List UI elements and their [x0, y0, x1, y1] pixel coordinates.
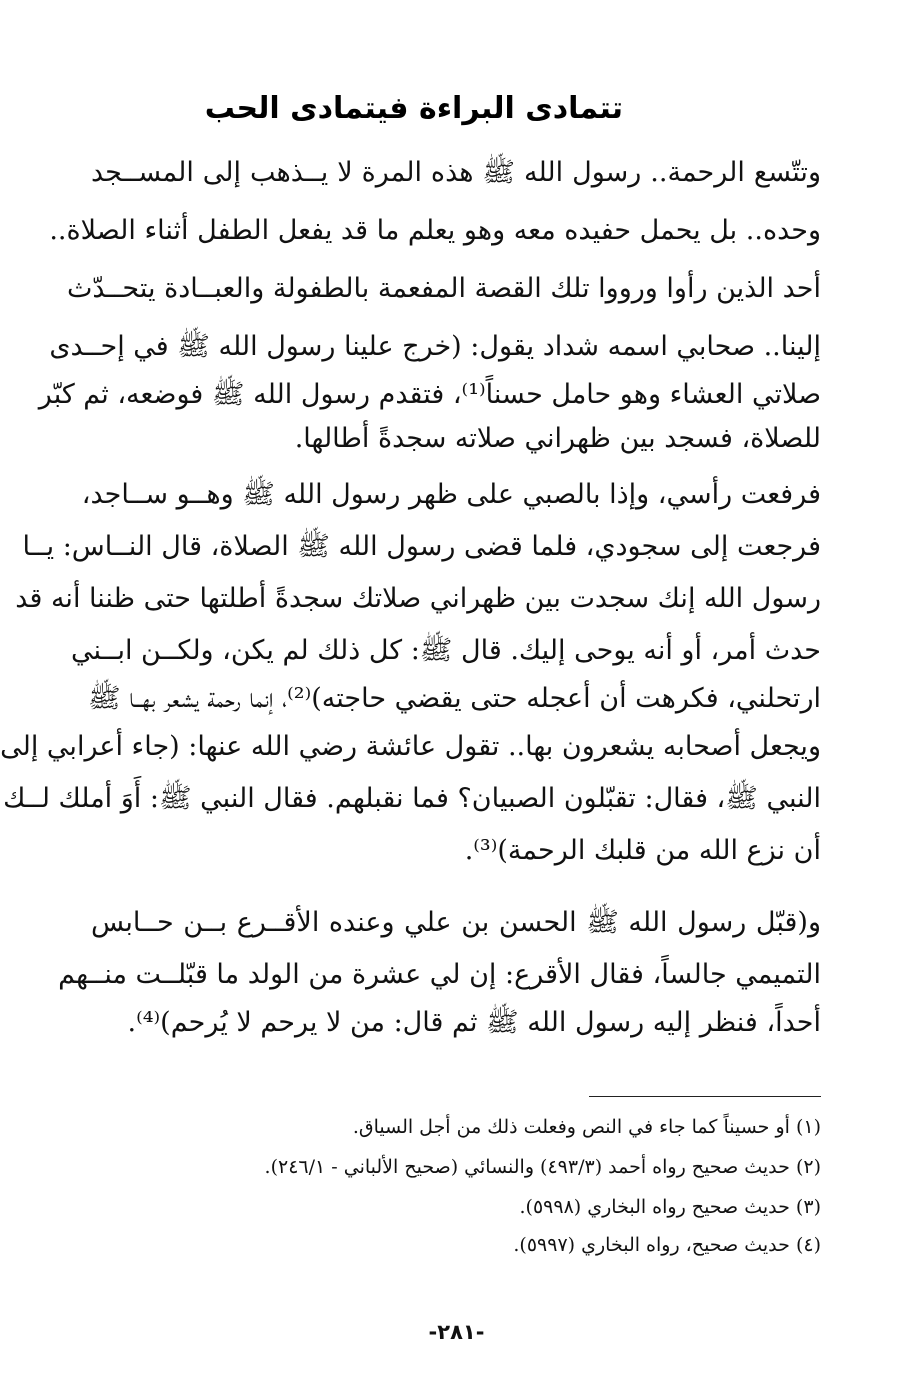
footnote: (٣) حديث صحيح رواه البخاري (٥٩٩٨). [519, 1196, 821, 1218]
text-line: التميمي جالساً، فقال الأقرع: إن لي عشرة من الولد ما قبّلــت منــهم [58, 959, 821, 990]
text-line: وحده.. بل يحمل حفيده معه وهو يعلم ما قد يفعل الطفل أثناء الصلاة.. [49, 215, 821, 246]
text-line: إلينا.. صحابي اسمه شداد يقول: (خرج علينا رسول الله ﷺ في إحــدى [49, 331, 821, 362]
text-line: أن نزع الله من قلبك الرحمة)⁽³⁾. [464, 835, 821, 866]
footnote: (١) أو حسيناً كما جاء في النص وفعلت ذلك من أجل السياق. [352, 1116, 821, 1138]
text-line: و(قبّل رسول الله ﷺ الحسن بن علي وعنده الأقــرع بــن حــابس [91, 907, 821, 938]
footnote: (٢) حديث صحيح رواه أحمد (٤٩٣/٣) والنسائي (صحيح الألباني - ٢٤٦/١). [264, 1156, 821, 1178]
text-line: رسول الله إنك سجدت بين ظهراني صلاتك سجدةً أطلتها حتى ظننا أنه قد [15, 583, 821, 614]
text-line: أحد الذين رأوا ورووا تلك القصة المفعمة بالطفولة والعبــادة يتحــدّث [67, 273, 821, 304]
text-line: فرفعت رأسي، وإذا بالصبي على ظهر رسول الله ﷺ وهــو ســاجد، [81, 479, 821, 510]
text-line: للصلاة، فسجد بين ظهراني صلاته سجدةً أطالها. [294, 423, 821, 454]
section-heading: تتمادى البراءة فيتمادى الحب [204, 91, 623, 126]
footnote: (٤) حديث صحيح، رواه البخاري (٥٩٩٧). [513, 1234, 821, 1256]
text-line: ويجعل أصحابه يشعرون بها.. تقول عائشة رضي الله عنها: (جاء أعرابي إلى [0, 731, 821, 762]
page-number: -٢٨١- [428, 1320, 485, 1344]
text-line: حدث أمر، أو أنه يوحى إليك. قال ﷺ: كل ذلك لم يكن، ولكــن ابــني [70, 635, 821, 666]
text-line: أحداً، فنظر إليه رسول الله ﷺ ثم قال: من لا يرحم لا يُرحم)⁽⁴⁾. [127, 1007, 821, 1038]
text-line: النبي ﷺ، فقال: تقبّلون الصبيان؟ فما نقبلهم. فقال النبي ﷺ: أَوَ أملك لــك [3, 783, 821, 814]
text-line: وتتّسع الرحمة.. رسول الله ﷺ هذه المرة لا يــذهب إلى المســجد [91, 157, 821, 188]
text-line: ارتحلني، فكرهت أن أعجله حتى يقضي حاجته)⁽²⁾، إنما رحمة يشعر بهــا ﷺ [88, 683, 821, 714]
footnote-separator [589, 1096, 821, 1097]
text-line: فرجعت إلى سجودي، فلما قضى رسول الله ﷺ الصلاة، قال النــاس: يــا [22, 531, 821, 562]
text-line: صلاتي العشاء وهو حامل حسناً⁽¹⁾، فتقدم رسول الله ﷺ فوضعه، ثم كبّر [38, 379, 821, 410]
